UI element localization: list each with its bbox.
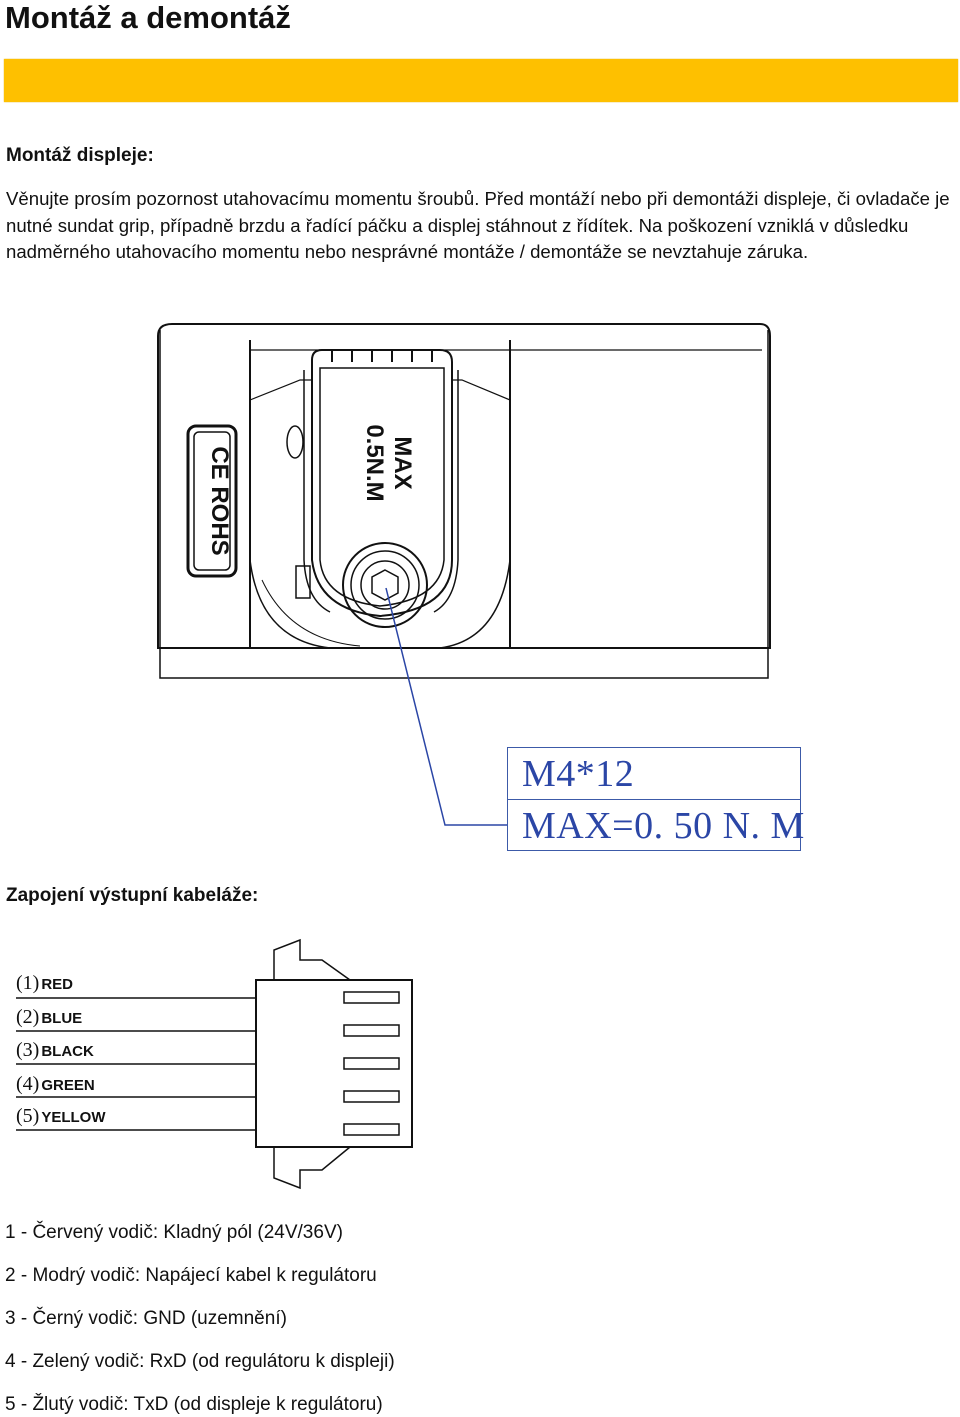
screw-spec-box (507, 747, 805, 851)
wire-label-3: (3) BLACK (16, 1039, 94, 1061)
wire-label-1: (1) RED (16, 972, 73, 994)
display-mount-paragraph: Věnujte prosím pozornost utahovacímu momentu šroubů. Před montáží nebo při demontáži displeje, či ovladače je nutné sundat grip, případně brzdu a řadící páčku a displej stáhnout z řídítek. Na poškození vzniklá v důsledku nadměrného utahovacího momentu nebo nesprávné montáže / demontáže se nevztahuje záruka. (6, 188, 950, 262)
legend-item-3: 3 - Černý vodič: GND (uzemnění) (5, 1308, 287, 1329)
page-title: Montáž a demontáž (5, 0, 291, 35)
spec-torque: MAX=0. 50 N. M (522, 805, 805, 847)
legend-item-2: 2 - Modrý vodič: Napájecí kabel k regulátoru (5, 1265, 377, 1286)
clamp-label-max: MAX (389, 436, 416, 490)
spec-divider (508, 799, 800, 800)
ce-rohs-label: CE ROHS (206, 446, 233, 556)
wire-label-2: (2) BLUE (16, 1006, 83, 1028)
wire-label-5: (5) YELLOW (16, 1105, 106, 1127)
wire-label-4: (4) GREEN (16, 1073, 95, 1095)
legend-item-4: 4 - Zelený vodič: RxD (od regulátoru k displeji) (5, 1351, 395, 1372)
spec-screw-size: M4*12 (522, 753, 635, 795)
legend-item-1: 1 - Červený vodič: Kladný pól (24V/36V) (5, 1222, 343, 1243)
clamp-label-torque: 0.5N.M (361, 424, 388, 502)
leader-line (386, 588, 507, 825)
display-mount-heading: Montáž displeje: (6, 145, 154, 166)
cable-heading: Zapojení výstupní kabeláže: (6, 885, 259, 906)
legend-item-5: 5 - Žlutý vodič: TxD (od displeje k regulátoru) (5, 1394, 383, 1415)
